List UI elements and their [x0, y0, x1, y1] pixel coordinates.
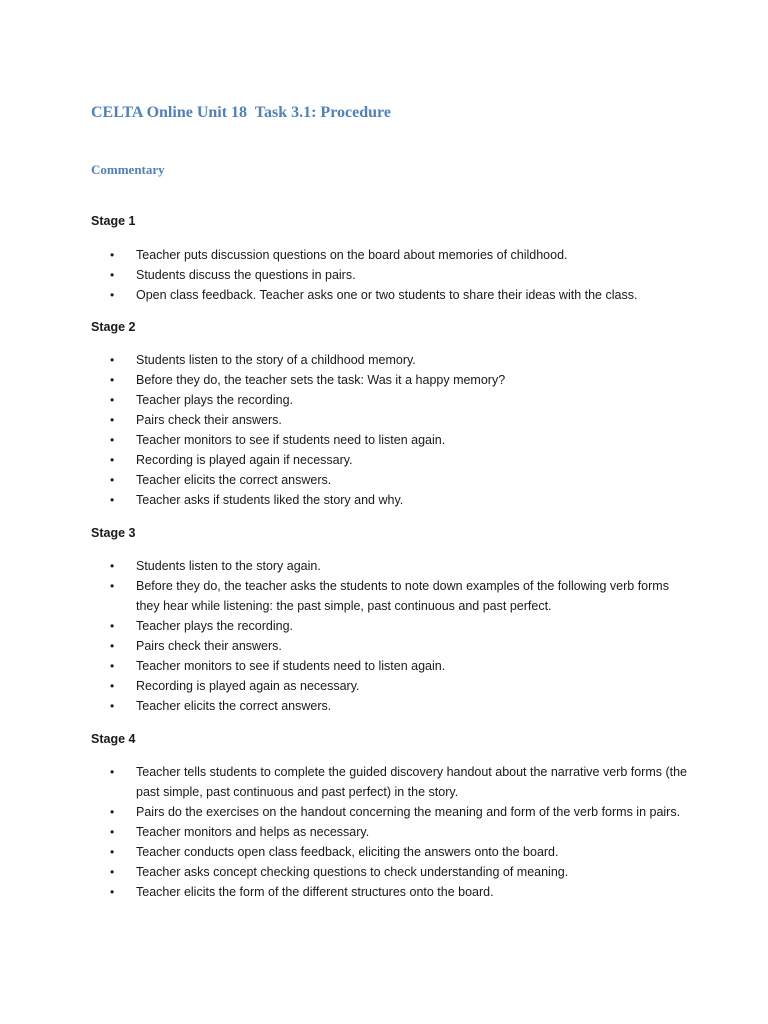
stage-4-list [110, 762, 690, 902]
bullet-icon: • [110, 493, 115, 507]
stage-4-heading: Stage 4 [91, 732, 136, 746]
list-item-text: Students listen to the story of a childhood memory. [136, 353, 416, 367]
list-item [110, 656, 690, 676]
bullet-icon: • [110, 699, 115, 713]
bullet-icon: • [110, 865, 115, 879]
list-item [110, 490, 690, 510]
list-item-text: Teacher elicits the form of the different structures onto the board. [136, 885, 494, 899]
bullet-icon: • [110, 248, 115, 262]
list-item [110, 430, 690, 450]
list-item-text: Teacher elicits the correct answers. [136, 473, 332, 487]
list-item-text: Pairs check their answers. [136, 639, 282, 653]
list-item [110, 265, 690, 285]
stage-3-heading: Stage 3 [91, 526, 136, 540]
bullet-icon: • [110, 765, 115, 779]
bullet-icon: • [110, 845, 115, 859]
list-item [110, 842, 690, 862]
list-item [110, 470, 690, 490]
list-item [110, 762, 690, 802]
list-item [110, 616, 690, 636]
list-item-text: Teacher plays the recording. [136, 619, 294, 633]
bullet-icon: • [110, 268, 115, 282]
list-item [110, 576, 690, 616]
list-item [110, 676, 690, 696]
list-item [110, 822, 690, 842]
list-item [110, 410, 690, 430]
list-item-text: Teacher puts discussion questions on the board about memories of childhood. [136, 248, 568, 262]
section-heading-commentary: Commentary [91, 162, 165, 177]
list-item-text: Before they do, the teacher asks the students to note down examples of the following verb forms they hear while listening: the past simple, past continuous and past perfect. [136, 579, 669, 613]
stage-1-heading: Stage 1 [91, 214, 136, 228]
bullet-icon: • [110, 559, 115, 573]
list-item-text: Teacher asks concept checking questions to check understanding of meaning. [136, 865, 569, 879]
list-item [110, 245, 690, 265]
list-item [110, 556, 690, 576]
bullet-icon: • [110, 805, 115, 819]
list-item-text: Before they do, the teacher sets the task: Was it a happy memory? [136, 373, 506, 387]
list-item [110, 636, 690, 656]
list-item-text: Pairs do the exercises on the handout concerning the meaning and form of the verb forms in pairs. [136, 805, 681, 819]
list-item-text: Teacher monitors to see if students need to listen again. [136, 433, 446, 447]
list-item-text: Open class feedback. Teacher asks one or two students to share their ideas with the class. [136, 288, 638, 302]
list-item [110, 350, 690, 370]
list-item [110, 696, 690, 716]
list-item [110, 370, 690, 390]
list-item-text: Pairs check their answers. [136, 413, 282, 427]
bullet-icon: • [110, 639, 115, 653]
bullet-icon: • [110, 579, 115, 593]
list-item [110, 882, 690, 902]
bullet-icon: • [110, 885, 115, 899]
bullet-icon: • [110, 473, 115, 487]
bullet-icon: • [110, 825, 115, 839]
bullet-icon: • [110, 373, 115, 387]
bullet-icon: • [110, 288, 115, 302]
list-item-text: Recording is played again if necessary. [136, 453, 353, 467]
list-item-text: Teacher conducts open class feedback, eliciting the answers onto the board. [136, 845, 559, 859]
list-item-text: Teacher plays the recording. [136, 393, 294, 407]
list-item-text: Teacher tells students to complete the guided discovery handout about the narrative verb forms (the past simple, past continuous and past perfect) in the story. [136, 765, 688, 799]
list-item [110, 862, 690, 882]
list-item-text: Recording is played again as necessary. [136, 679, 360, 693]
document-title: CELTA Online Unit 18 Task 3.1: Procedure [91, 104, 391, 121]
bullet-icon: • [110, 619, 115, 633]
list-item-text: Teacher asks if students liked the story and why. [136, 493, 404, 507]
list-item-text: Teacher elicits the correct answers. [136, 699, 332, 713]
list-item-text: Teacher monitors and helps as necessary. [136, 825, 370, 839]
bullet-icon: • [110, 413, 115, 427]
bullet-icon: • [110, 353, 115, 367]
stage-2-list [110, 350, 690, 510]
list-item-text: Teacher monitors to see if students need to listen again. [136, 659, 446, 673]
list-item [110, 802, 690, 822]
bullet-icon: • [110, 433, 115, 447]
list-item-text: Students listen to the story again. [136, 559, 321, 573]
bullet-icon: • [110, 659, 115, 673]
stage-3-list [110, 556, 690, 716]
bullet-icon: • [110, 679, 115, 693]
stage-1-list [110, 245, 690, 305]
list-item [110, 450, 690, 470]
list-item-text: Students discuss the questions in pairs. [136, 268, 356, 282]
list-item [110, 285, 690, 305]
bullet-icon: • [110, 393, 115, 407]
stage-2-heading: Stage 2 [91, 320, 136, 334]
list-item [110, 390, 690, 410]
bullet-icon: • [110, 453, 115, 467]
